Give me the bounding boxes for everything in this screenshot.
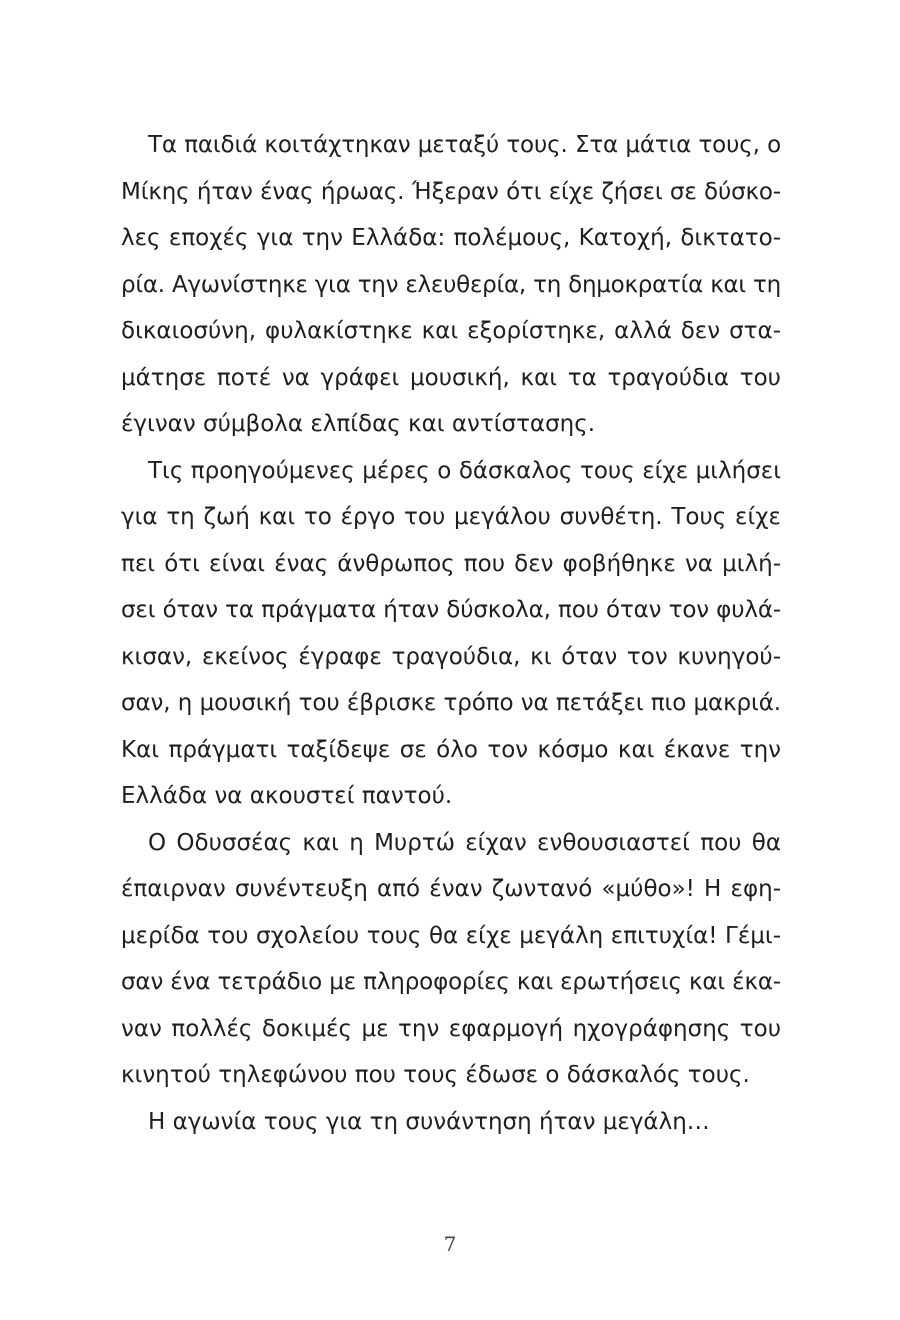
text-line: Και πράγματι ταξίδεψε σε όλο τον κόσμο και έκανε την	[121, 736, 781, 763]
text-line: έγιναν σύμβολα ελπίδας και αντίστασης.	[121, 411, 596, 437]
paragraph-2	[121, 451, 781, 823]
text-line: Η αγωνία τους για τη συνάντηση ήταν μεγάλη…	[148, 1108, 710, 1135]
text-line: ρία. Αγωνίστηκε για την ελευθερία, τη δημοκρατία και τη	[121, 271, 781, 298]
text-line: για τη ζωή και το έργο του μεγάλου συνθέτη. Τους είχε	[121, 504, 781, 530]
paragraph-4	[121, 1102, 781, 1149]
text-line: Ο Οδυσσέας και η Μυρτώ είχαν ενθουσιαστεί που θα	[148, 829, 781, 856]
text-line: σει όταν τα πράγματα ήταν δύσκολα, που όταν τον φυλά-	[121, 597, 781, 623]
text-line: Τις προηγούμενες μέρες ο δάσκαλος τους είχε μιλήσει	[148, 457, 781, 484]
text-line: ναν πολλές δοκιμές με την εφαρμογή ηχογράφησης του	[121, 1015, 781, 1042]
text-line: Μίκης ήταν ένας ήρωας. Ήξεραν ότι είχε ζήσει σε δύσκο-	[121, 178, 781, 205]
text-line: Τα παιδιά κοιτάχτηκαν μεταξύ τους. Στα μάτια τους, ο	[148, 132, 781, 158]
text-line: μάτησε ποτέ να γράφει μουσική, και τα τραγούδια του	[121, 364, 781, 391]
text-line: πει ότι είναι ένας άνθρωπος που δεν φοβήθηκε να μιλή-	[121, 550, 781, 577]
text-line: μερίδα του σχολείου τους θα είχε μεγάλη επιτυχία! Γέμι-	[121, 922, 781, 949]
text-line: δικαιοσύνη, φυλακίστηκε και εξορίστηκε, αλλά δεν στα-	[121, 318, 781, 344]
text-line: έπαιρναν συνέντευξη από έναν ζωντανό «μύθο»! Η εφη-	[121, 876, 781, 902]
body-text	[121, 125, 781, 1148]
paragraph-3	[121, 823, 781, 1102]
text-line: κινητού τηλεφώνου που τους έδωσε ο δάσκαλός τους.	[121, 1062, 750, 1088]
page-number: 7	[443, 1232, 457, 1256]
paragraph-1	[121, 125, 781, 451]
text-line: σαν, η μουσική του έβρισκε τρόπο να πετάξει πιο μακριά.	[121, 690, 781, 716]
text-line: σαν ένα τετράδιο με πληροφορίες και ερωτήσεις και έκα-	[121, 969, 782, 995]
text-line: κισαν, εκείνος έγραφε τραγούδια, κι όταν τον κυνηγού-	[121, 643, 781, 670]
text-line: λες εποχές για την Ελλάδα: πολέμους, Κατοχή, δικτατο-	[121, 225, 781, 251]
text-line: Ελλάδα να ακουστεί παντού.	[121, 783, 453, 809]
